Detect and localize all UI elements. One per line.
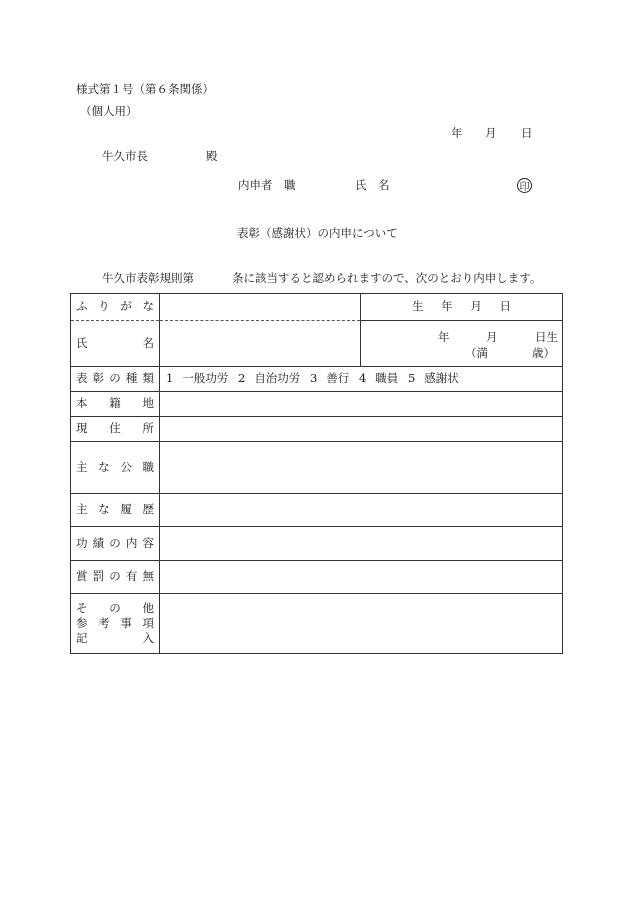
furigana-field[interactable] [160, 294, 361, 321]
award-type-option: 善行 [326, 371, 350, 386]
address-field[interactable] [160, 417, 563, 442]
other-field[interactable] [160, 594, 563, 654]
name-row-label: 氏名 [71, 321, 160, 367]
reward-field[interactable] [160, 561, 563, 594]
award-type-num: 3 [309, 371, 318, 386]
age-close: 歳） [532, 346, 555, 360]
birth-month: 月 [486, 330, 498, 344]
award-type-num: 5 [407, 371, 416, 386]
age-open: （満 [465, 346, 488, 360]
award-type-num: 1 [166, 371, 174, 386]
public-office-field[interactable] [160, 442, 563, 494]
other-label-line: その他 [76, 601, 154, 615]
seal-mark: 印 [517, 178, 532, 193]
address-label: 現住所 [71, 417, 160, 442]
history-field[interactable] [160, 494, 563, 527]
history-label: 主な履歴 [71, 494, 160, 527]
birth-header-day: 日 [499, 299, 511, 314]
award-type-option: 自治功労 [254, 371, 301, 386]
award-type-option: 職員 [375, 371, 399, 386]
achievement-label: 功績の内容 [71, 527, 160, 561]
honseki-label: 本籍地 [71, 392, 160, 417]
achievement-field[interactable] [160, 527, 563, 561]
birth-header-sei: 生 [412, 299, 424, 314]
other-label-line: 参考事項 [76, 616, 154, 630]
honorific: 殿 [206, 149, 218, 163]
honseki-field[interactable] [160, 392, 563, 417]
birth-year: 年 [438, 330, 450, 344]
intro-part1: 牛久市表彰規則第 [102, 271, 194, 285]
reward-label: 賞罰の有無 [71, 561, 160, 594]
furigana-label: ふりがな [71, 294, 160, 321]
birth-date-field[interactable] [361, 321, 563, 367]
name-label: 氏 名 [355, 178, 390, 192]
birth-header-year: 年 [441, 299, 453, 314]
other-label [71, 594, 160, 654]
award-type-num: 4 [358, 371, 367, 386]
applicant-label: 内申者 [238, 178, 273, 192]
intro-part2: 条に該当すると認められますので、次のとおり内申します。 [232, 271, 542, 285]
date-day: 日 [521, 126, 533, 140]
award-type-options[interactable] [160, 367, 563, 392]
date-month: 月 [485, 126, 497, 140]
birth-day: 日生 [535, 330, 558, 344]
addressee: 牛久市長 [102, 149, 148, 163]
other-label-line: 記入 [76, 631, 154, 645]
form-number: 様式第１号（第６条関係） [76, 82, 214, 96]
award-type-option: 感謝状 [424, 371, 459, 386]
name-field[interactable] [160, 321, 361, 367]
award-type-label: 表彰の種類 [71, 367, 160, 392]
award-type-option: 一般功労 [182, 371, 229, 386]
post-label: 職 [284, 178, 296, 192]
usage-label: （個人用） [80, 104, 138, 118]
birth-header-month: 月 [470, 299, 482, 314]
application-table [70, 293, 563, 654]
birth-header [361, 294, 563, 321]
date-year: 年 [451, 126, 463, 140]
award-type-num: 2 [237, 371, 246, 386]
document-title: 表彰（感謝状）の内申について [237, 226, 398, 240]
public-office-label: 主な公職 [71, 442, 160, 494]
